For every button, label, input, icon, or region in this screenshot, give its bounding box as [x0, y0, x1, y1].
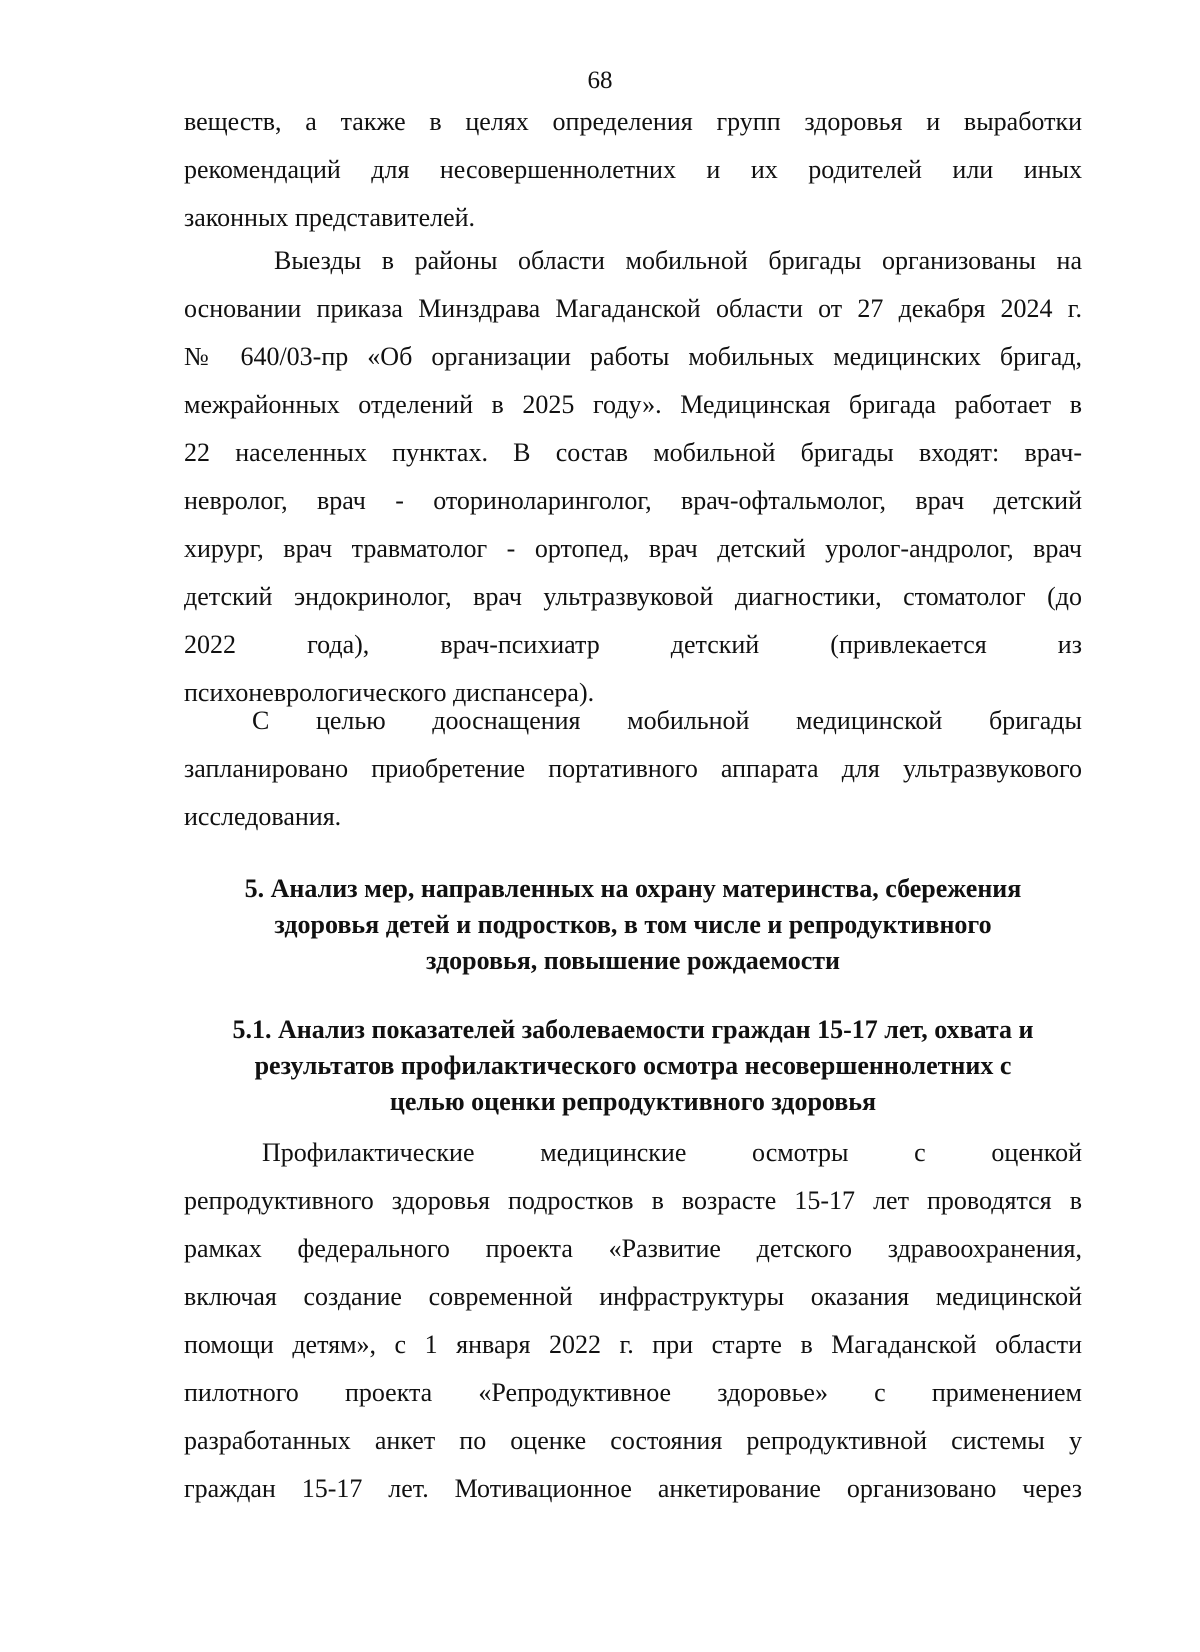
text-line: основании приказа Минздрава Магаданской области от 27 декабря 2024 г. [184, 294, 1082, 323]
text-line: С целью дооснащения мобильной медицинской бригады [252, 706, 1082, 735]
text-line: помощи детям», с 1 января 2022 г. при старте в Магаданской области [184, 1330, 1082, 1359]
text-line: № 640/03-пр «Об организации работы мобильных медицинских бригад, [184, 342, 1082, 371]
text-line: психоневрологического диспансера). [184, 678, 595, 707]
text-line: Профилактические медицинские осмотры с оценкой [262, 1138, 1082, 1167]
text-line: Выезды в районы области мобильной бригады организованы на [274, 246, 1082, 275]
text-line: детский эндокринолог, врач ультразвуковой диагностики, стоматолог (до [184, 582, 1082, 611]
text-line: межрайонных отделений в 2025 году». Медицинская бригада работает в [184, 390, 1082, 419]
text-line: 22 населенных пунктах. В состав мобильной бригады входят: врач- [184, 438, 1082, 467]
text-line: рекомендаций для несовершеннолетних и их родителей или иных [184, 155, 1082, 184]
heading-line: 5. Анализ мер, направленных на охрану материнства, сбережения [244, 874, 1022, 903]
heading-line: здоровья детей и подростков, в том числе и репродуктивного [274, 910, 992, 939]
text-line: запланировано приобретение портативного аппарата для ультразвукового [184, 754, 1082, 783]
text-line: репродуктивного здоровья подростков в возрасте 15-17 лет проводятся в [184, 1186, 1082, 1215]
section-heading-5 [150, 871, 1116, 979]
heading-line: результатов профилактического осмотра несовершеннолетних с [254, 1051, 1012, 1080]
paragraph-preventive-exams [184, 1129, 1082, 1513]
heading-line: 5.1. Анализ показателей заболеваемости граждан 15-17 лет, охвата и [232, 1015, 1034, 1044]
section-heading-5-1 [150, 1012, 1116, 1120]
heading-line: здоровья, повышение рождаемости [426, 946, 840, 975]
page-number: 68 [587, 67, 613, 94]
text-line: граждан 15-17 лет. Мотивационное анкетирование организовано через [184, 1474, 1082, 1503]
text-line: разработанных анкет по оценке состояния репродуктивной системы у [184, 1426, 1082, 1455]
text-line: рамках федерального проекта «Развитие детского здравоохранения, [184, 1234, 1082, 1263]
paragraph-equipment [184, 697, 1082, 841]
text-line: невролог, врач - оториноларинголог, врач-офтальмолог, врач детский [184, 486, 1082, 515]
paragraph-mobile-brigade [184, 237, 1082, 717]
paragraph-continuation [184, 98, 1082, 242]
text-line: пилотного проекта «Репродуктивное здоровье» с применением [184, 1378, 1082, 1407]
text-line: веществ, а также в целях определения групп здоровья и выработки [184, 107, 1082, 136]
text-line: 2022 года), врач-психиатр детский (привлекается из [184, 630, 1082, 659]
text-line: включая создание современной инфраструктуры оказания медицинской [184, 1282, 1082, 1311]
text-line: исследования. [184, 802, 342, 831]
heading-line: целью оценки репродуктивного здоровья [389, 1087, 877, 1116]
text-line: хирург, врач травматолог - ортопед, врач детский уролог-андролог, врач [184, 534, 1082, 563]
text-line: законных представителей. [184, 203, 476, 232]
